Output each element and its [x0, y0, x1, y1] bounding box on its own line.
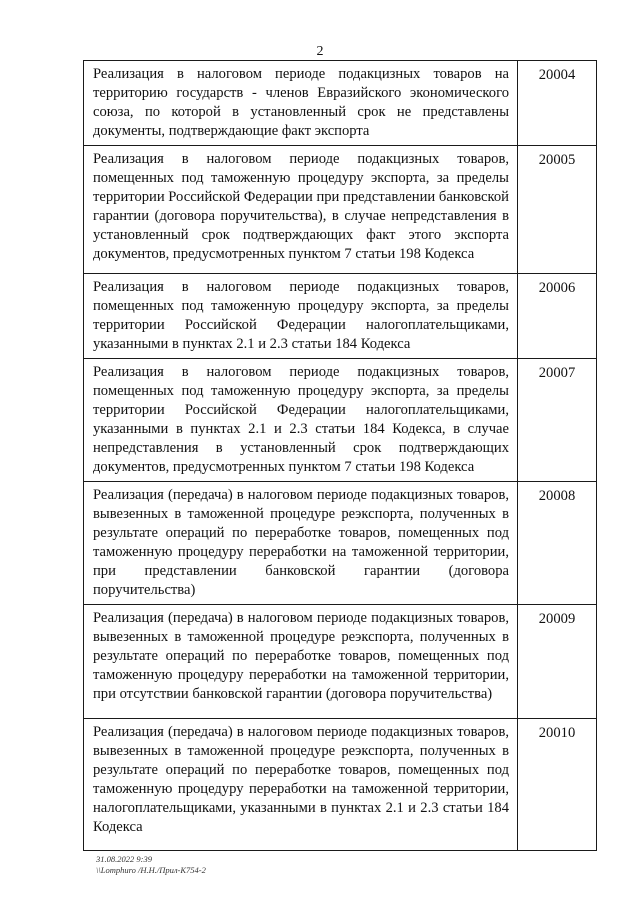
footer-file-path: \\Lomphuro /Н.Н./Прил-К754-2	[96, 865, 206, 875]
row-code: 20004	[518, 61, 597, 146]
row-code: 20005	[518, 146, 597, 274]
row-description: Реализация в налоговом периоде подакцизных товаров, помещенных под таможенную процедуру экспорта, за пределы территории Российской Федерации налогоплательщиками, указанными в пунктах 2.1 и 2.3 статьи 184 Кодекса, в случае непредставления в установленный срок подтверждающих документов, предусмотренных пунктом 7 статьи 198 Кодекса	[84, 359, 518, 482]
document-footer	[96, 854, 206, 876]
page-number: 2	[316, 44, 324, 59]
row-code: 20007	[518, 359, 597, 482]
row-description: Реализация в налоговом периоде подакцизных товаров на территорию государств - членов Евразийского экономического союза, по которой в установленный срок не представлены документы, подтверждающие факт экспорта	[84, 61, 518, 146]
row-description: Реализация в налоговом периоде подакцизных товаров, помещенных под таможенную процедуру экспорта, за пределы территории Российской Федерации налогоплательщиками, указанными в пунктах 2.1 и 2.3 статьи 184 Кодекса	[84, 274, 518, 359]
row-description: Реализация в налоговом периоде подакцизных товаров, помещенных под таможенную процедуру экспорта, за пределы территории Российской Федерации при представлении банковской гарантии (договора поручительства), в случае непредставления в установленный срок подтверждающих факт этого экспорта документов, предусмотренных пунктом 7 статьи 198 Кодекса	[84, 146, 518, 274]
table-row	[84, 146, 597, 274]
table-row	[84, 359, 597, 482]
table-row	[84, 482, 597, 605]
row-code: 20008	[518, 482, 597, 605]
codes-table	[83, 60, 597, 851]
table-row	[84, 274, 597, 359]
table-row	[84, 605, 597, 719]
row-code: 20009	[518, 605, 597, 719]
table-row	[84, 61, 597, 146]
row-description: Реализация (передача) в налоговом периоде подакцизных товаров, вывезенных в таможенной процедуре реэкспорта, полученных в результате операций по переработке товаров, помещенных под таможенную процедуру переработки на таможенной территории, при представлении банковской гарантии (договора поручительства)	[84, 482, 518, 605]
table-row	[84, 719, 597, 851]
footer-date: 31.08.2022 9:39	[96, 854, 152, 864]
row-code: 20010	[518, 719, 597, 851]
row-code: 20006	[518, 274, 597, 359]
row-description: Реализация (передача) в налоговом периоде подакцизных товаров, вывезенных в таможенной процедуре реэкспорта, полученных в результате операций по переработке товаров, помещенных под таможенную процедуру переработки на таможенной территории, налогоплательщиками, указанными в пунктах 2.1 и 2.3 статьи 184 Кодекса	[84, 719, 518, 851]
row-description: Реализация (передача) в налоговом периоде подакцизных товаров, вывезенных в таможенной процедуре реэкспорта, полученных в результате операций по переработке товаров, помещенных под таможенную процедуру переработки на таможенной территории, при отсутствии банковской гарантии (договора поручительства)	[84, 605, 518, 719]
